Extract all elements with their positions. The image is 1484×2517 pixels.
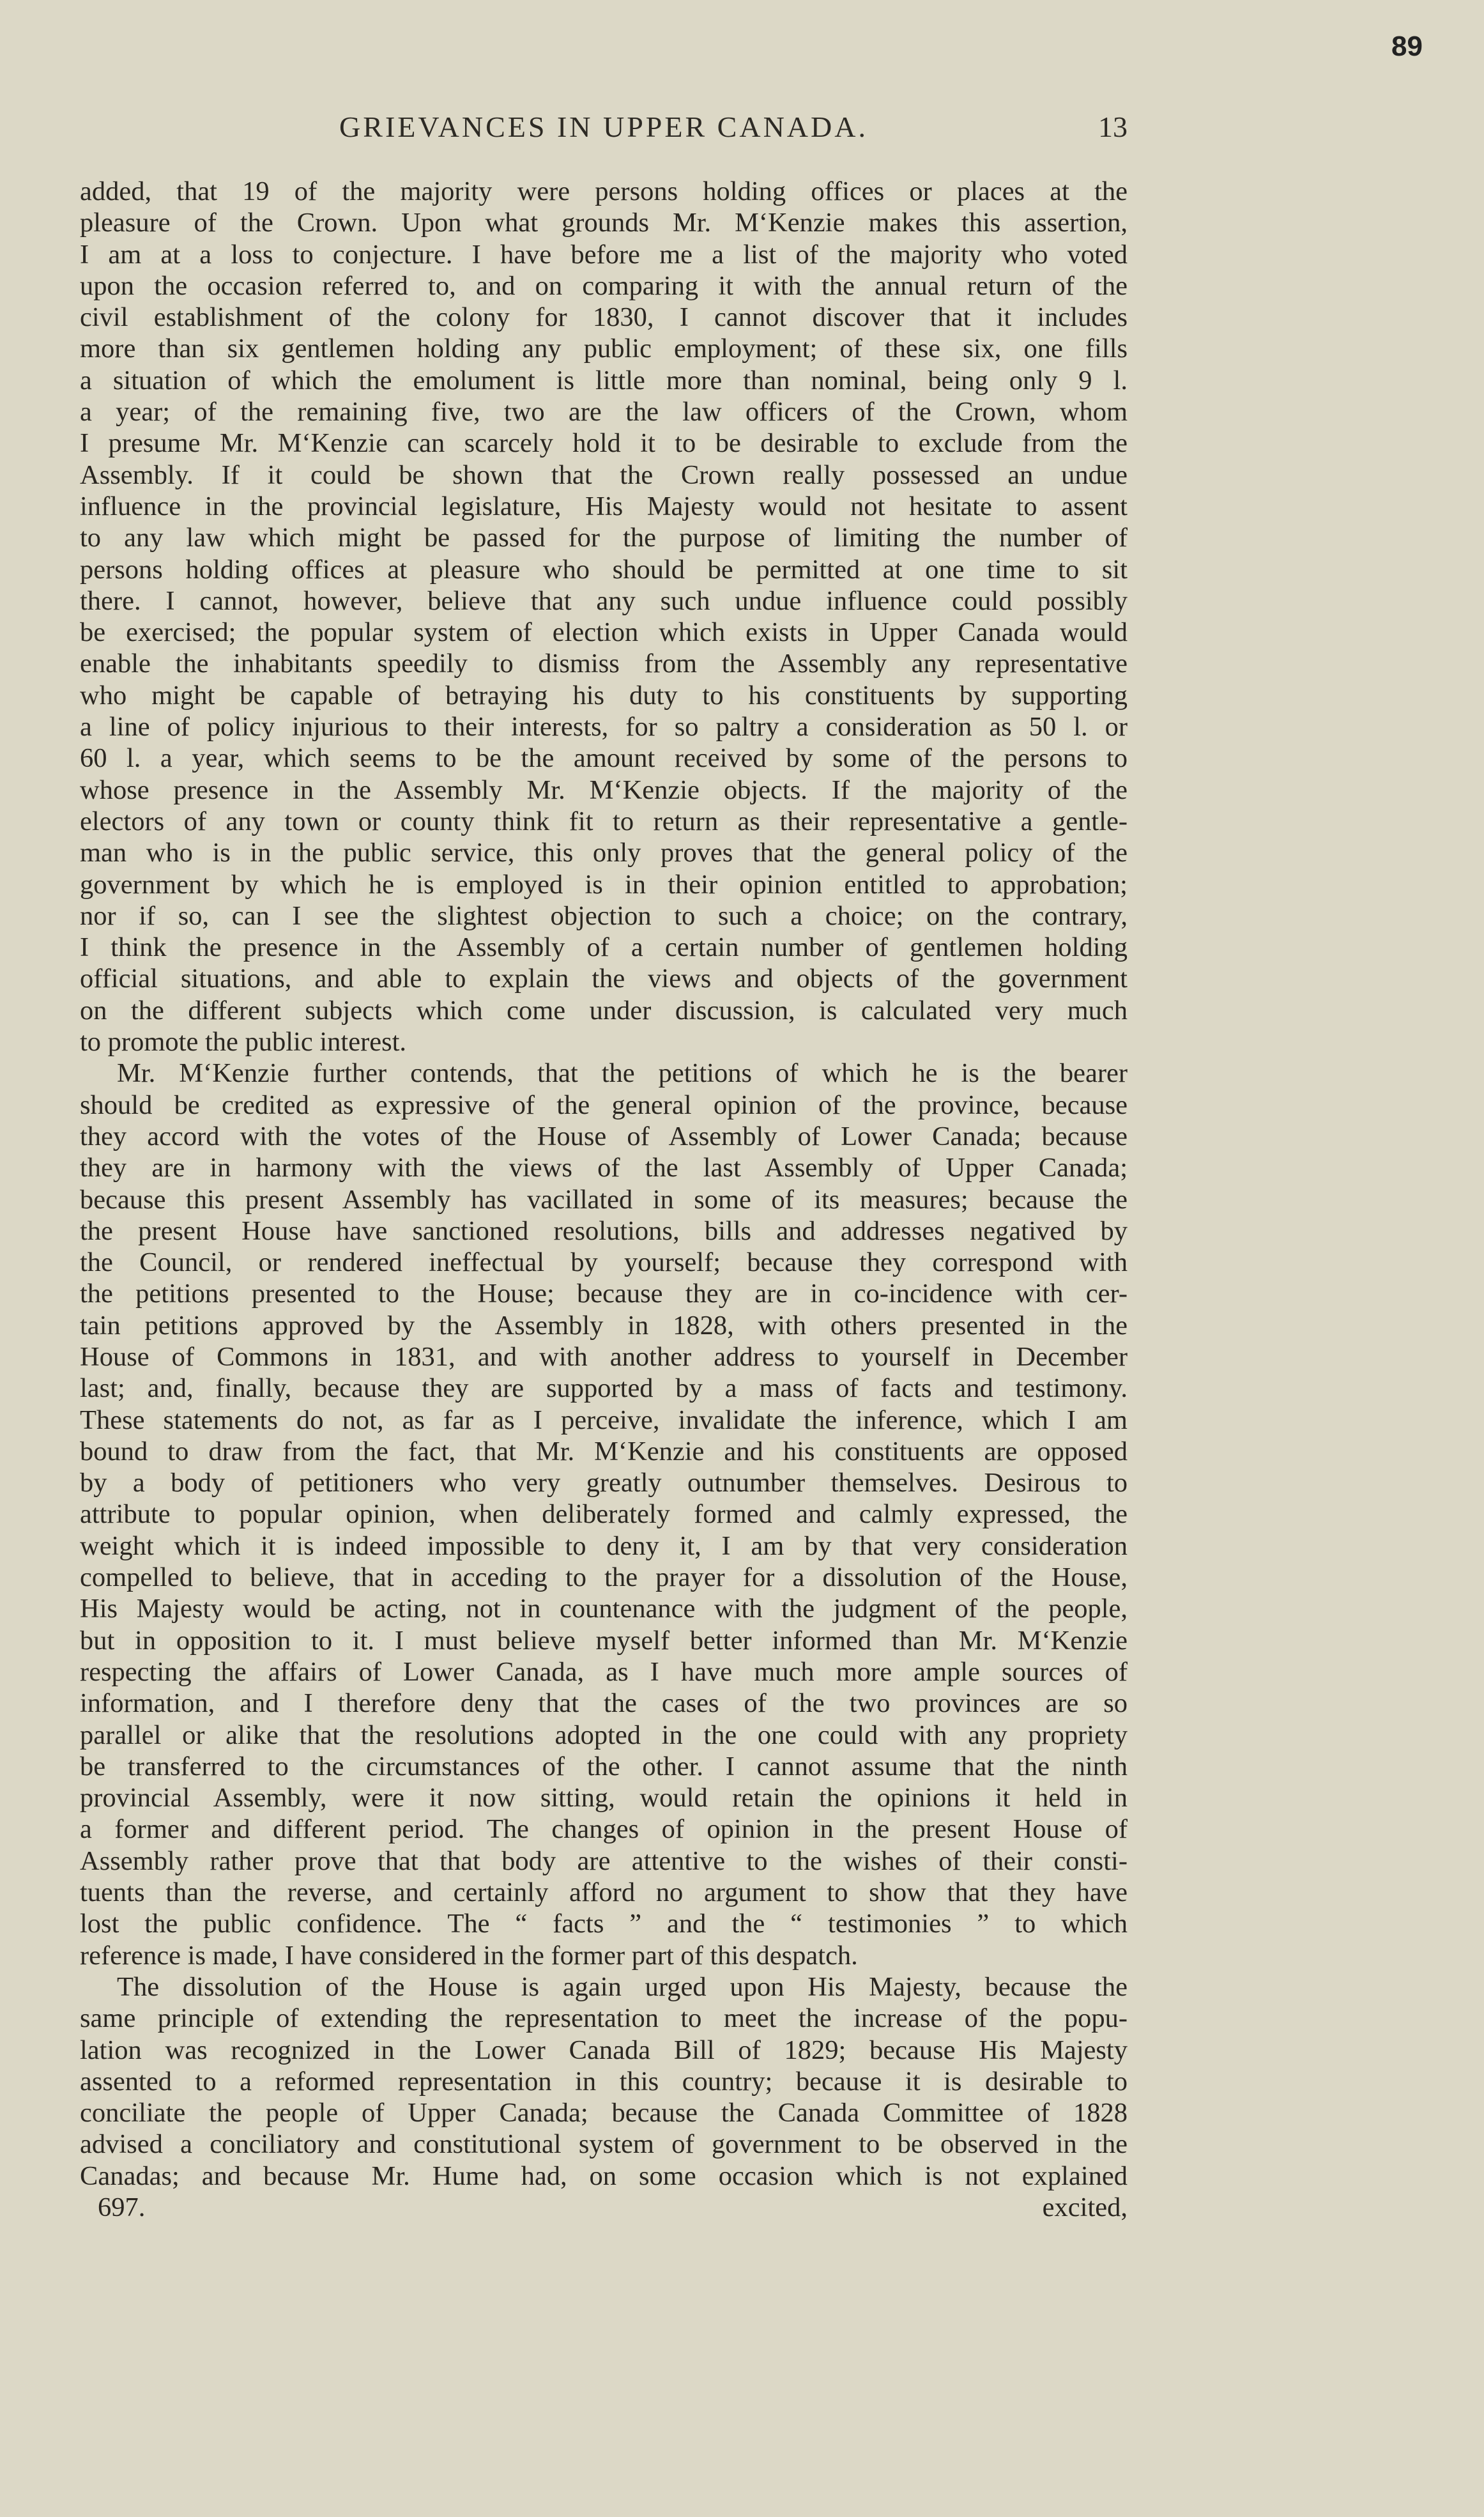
text-line: they accord with the votes of the House of Assembly of Lower Canada; because [80, 1121, 1128, 1151]
text-line: the petitions presented to the House; because they are in co-incidence with cer- [80, 1279, 1128, 1309]
text-line: a year; of the remaining five, two are the law officers of the Crown, whom [80, 397, 1128, 427]
text-line: added, that 19 of the majority were persons holding offices or places at the [80, 176, 1128, 206]
text-line: government by which he is employed is in their opinion entitled to approbation; [80, 869, 1128, 900]
text-line: official situations, and able to explain the views and objects of the government [80, 964, 1128, 994]
text-line: influence in the provincial legislature, His Majesty would not hesitate to assent [80, 491, 1128, 521]
text-line: House of Commons in 1831, and with another address to yourself in December [80, 1341, 1128, 1372]
text-line: I think the presence in the Assembly of a certain number of gentlemen holding [80, 932, 1128, 963]
text-line: conciliate the people of Upper Canada; because the Canada Committee of 1828 [80, 2098, 1128, 2128]
text-line: more than six gentlemen holding any public employment; of these six, one fills [80, 334, 1128, 364]
text-line: a line of policy injurious to their interests, for so paltry a consideration as 50 l. or [80, 712, 1128, 743]
page-header [80, 110, 1128, 148]
text-line: Assembly. If it could be shown that the Crown really possessed an undue [80, 459, 1128, 490]
text-line: civil establishment of the colony for 1830, I cannot discover that it includes [80, 302, 1128, 333]
text-line: man who is in the public service, this only proves that the general policy of the [80, 838, 1128, 868]
text-line: I presume Mr. M‘Kenzie can scarcely hold it to be desirable to exclude from the [80, 428, 1128, 459]
text-line: His Majesty would be acting, not in countenance with the judgment of the people, [80, 1594, 1128, 1624]
text-line: electors of any town or county think fit to return as their representative a gentle- [80, 806, 1128, 836]
text-line: a situation of which the emolument is little more than nominal, being only 9 l. [80, 365, 1128, 396]
text-line: they are in harmony with the views of the last Assembly of Upper Canada; [80, 1153, 1128, 1183]
text-line: reference is made, I have considered in the former part of this despatch. [80, 1940, 858, 1971]
text-line: be transferred to the circumstances of the other. I cannot assume that the ninth [80, 1751, 1128, 1782]
signature-mark: 697. [98, 2192, 146, 2222]
text-line: attribute to popular opinion, when deliberately formed and calmly expressed, the [80, 1499, 1128, 1530]
text-line: be exercised; the popular system of election which exists in Upper Canada would [80, 617, 1128, 648]
page-number: 13 [1098, 111, 1128, 143]
text-line: enable the inhabitants speedily to dismiss from the Assembly any representative [80, 649, 1128, 679]
text-line: bound to draw from the fact, that Mr. M‘Kenzie and his constituents are opposed [80, 1436, 1128, 1466]
page-footer [80, 2192, 1128, 2223]
text-line: to any law which might be passed for the purpose of limiting the number of [80, 523, 1128, 553]
text-line: nor if so, can I see the slightest objection to such a choice; on the contrary, [80, 900, 1128, 931]
text-line: upon the occasion referred to, and on comparing it with the annual return of the [80, 270, 1128, 301]
text-line: tuents than the reverse, and certainly afford no argument to show that they have [80, 1877, 1128, 1908]
archive-page-number: 89 [1391, 31, 1423, 62]
text-line: I am at a loss to conjecture. I have before me a list of the majority who voted [80, 239, 1128, 270]
text-line: compelled to believe, that in acceding to the prayer for a dissolution of the House, [80, 1562, 1128, 1593]
text-line: Canadas; and because Mr. Hume had, on some occasion which is not explained [80, 2160, 1128, 2191]
text-line: pleasure of the Crown. Upon what grounds Mr. M‘Kenzie makes this assertion, [80, 208, 1128, 238]
text-line: there. I cannot, however, believe that any such undue influence could possibly [80, 585, 1128, 616]
text-line: The dissolution of the House is again urged upon His Majesty, because the [117, 1971, 1128, 2002]
text-line: because this present Assembly has vacillated in some of its measures; because the [80, 1184, 1128, 1215]
text-line: a former and different period. The changes of opinion in the present House of [80, 1814, 1128, 1845]
text-line: same principle of extending the representation to meet the increase of the popu- [80, 2003, 1128, 2034]
text-line: on the different subjects which come under discussion, is calculated very much [80, 995, 1128, 1026]
text-line: provincial Assembly, were it now sitting, would retain the opinions it held in [80, 1783, 1128, 1813]
text-line: but in opposition to it. I must believe myself better informed than Mr. M‘Kenzie [80, 1625, 1128, 1656]
text-line: last; and, finally, because they are supported by a mass of facts and testimony. [80, 1373, 1128, 1404]
text-line: lation was recognized in the Lower Canada Bill of 1829; because His Majesty [80, 2035, 1128, 2065]
text-lines [80, 176, 1128, 2192]
text-line: parallel or alike that the resolutions adopted in the one could with any propriety [80, 1720, 1128, 1750]
text-line: by a body of petitioners who very greatly outnumber themselves. Desirous to [80, 1468, 1128, 1498]
text-line: should be credited as expressive of the general opinion of the province, because [80, 1089, 1128, 1120]
text-line: weight which it is indeed impossible to deny it, I am by that very consideration [80, 1530, 1128, 1561]
body-text [80, 176, 1128, 2223]
text-line: to promote the public interest. [80, 1027, 407, 1058]
text-line: advised a conciliatory and constitutional system of government to be observed in the [80, 2129, 1128, 2160]
text-line: who might be capable of betraying his duty to his constituents by supporting [80, 680, 1128, 711]
text-line: These statements do not, as far as I perceive, invalidate the inference, which I am [80, 1405, 1128, 1435]
text-line: respecting the affairs of Lower Canada, as I have much more ample sources of [80, 1656, 1128, 1687]
text-line: the present House have sanctioned resolutions, bills and addresses negatived by [80, 1215, 1128, 1246]
text-line: information, and I therefore deny that the cases of the two provinces are so [80, 1688, 1128, 1719]
text-line: Assembly rather prove that that body are attentive to the wishes of their consti- [80, 1845, 1128, 1876]
text-line: whose presence in the Assembly Mr. M‘Kenzie objects. If the majority of the [80, 774, 1128, 805]
text-line: 60 l. a year, which seems to be the amount received by some of the persons to [80, 743, 1128, 774]
text-line: the Council, or rendered ineffectual by yourself; because they correspond with [80, 1247, 1128, 1278]
text-line: persons holding offices at pleasure who should be permitted at one time to sit [80, 554, 1128, 585]
text-line: assented to a reformed representation in this country; because it is desirable to [80, 2066, 1128, 2097]
text-line: Mr. M‘Kenzie further contends, that the petitions of which he is the bearer [117, 1058, 1128, 1089]
catchword: excited, [1042, 2192, 1128, 2222]
text-line: tain petitions approved by the Assembly in 1828, with others presented in the [80, 1310, 1128, 1341]
running-title: GRIEVANCES IN UPPER CANADA. [339, 111, 868, 143]
text-line: lost the public confidence. The “ facts ” and the “ testimonies ” to which [80, 1909, 1128, 1939]
